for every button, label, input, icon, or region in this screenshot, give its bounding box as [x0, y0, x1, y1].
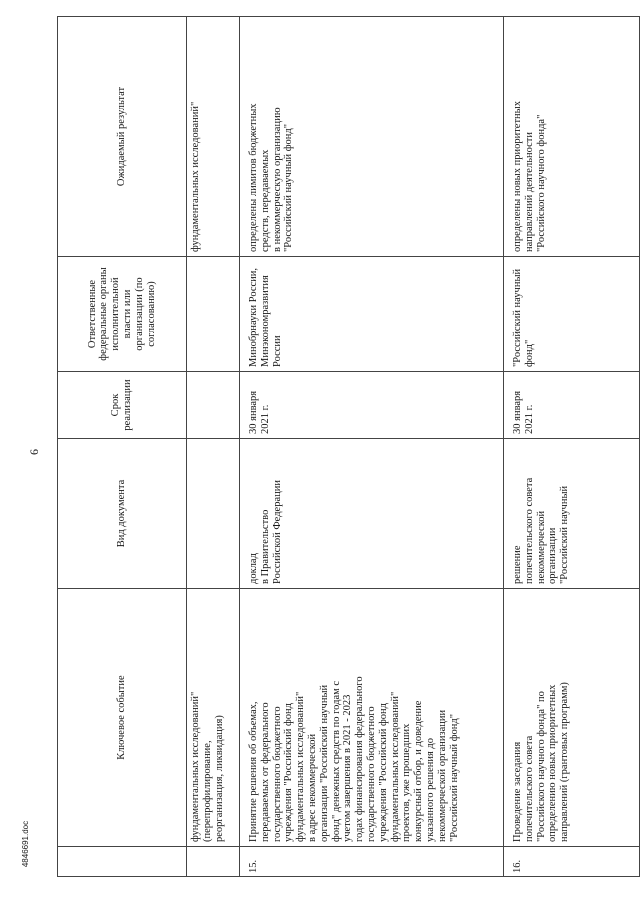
key-event-cell	[240, 589, 504, 847]
expected-result-cell	[240, 17, 504, 257]
plan-table	[57, 16, 640, 877]
cell-text-line: определены новых приоритетных	[512, 101, 523, 252]
table-row	[504, 17, 640, 877]
cell-text-line: направлений (грантовых программ)	[559, 682, 571, 842]
cell-text-line: "Российский научный фонд"	[283, 123, 295, 252]
expected-result-cell	[187, 17, 240, 257]
cell-text-line: некоммерческой	[535, 510, 547, 584]
cell-text-line: средств, передаваемых	[259, 149, 271, 252]
key-event-cell	[504, 589, 640, 847]
cell-text-line: Российской Федерации	[271, 480, 283, 584]
responsible-cell	[504, 257, 640, 372]
cell-text-line: реорганизация, ликвидация)	[213, 715, 225, 842]
cell-text-line: конкурсный отбор, и доведение	[413, 700, 425, 842]
header-document-type: Вид документа	[58, 439, 187, 589]
deadline-cell	[240, 372, 504, 439]
row-number: 16.	[504, 847, 640, 877]
cell-text-line: попечительского совета	[523, 735, 535, 842]
cell-text-line: Минэкономразвития	[259, 275, 271, 367]
table-row	[187, 17, 240, 877]
cell-text-line: фундаментальных исследований"	[190, 101, 201, 252]
cell-text-line: передаваемых от федерального	[259, 702, 271, 842]
cell-text-line: фундаментальных исследований"	[190, 691, 201, 842]
table-header-row	[58, 17, 187, 877]
cell-text-line: годах финансирования федерального	[354, 676, 366, 842]
cell-text-line: "Российский научный	[512, 268, 523, 367]
cell-text-line: "Российского научного фонда"	[535, 114, 547, 252]
cell-text-line: учетом завершения в 2021 - 2023	[342, 694, 354, 842]
cell-text-line: в адрес некоммерческой	[306, 733, 318, 842]
key-event-cell	[187, 589, 240, 847]
footer-document-name: 4846691.doc	[21, 820, 30, 868]
cell-text-line: определены лимитов бюджетных	[248, 103, 259, 252]
cell-text-line: доклад	[248, 553, 259, 584]
cell-text-line: "Российский научный фонд"	[448, 713, 460, 842]
cell-text-line: России	[271, 335, 283, 367]
cell-text-line: "Российский научный	[559, 485, 571, 584]
rotated-table-container	[57, 17, 635, 877]
header-num	[58, 847, 187, 877]
cell-text-line: направлений деятельности	[523, 132, 535, 252]
header-deadline: Срок реализации	[58, 372, 187, 439]
cell-text-line: фонд"	[523, 339, 535, 367]
row-number	[187, 847, 240, 877]
header-responsible: Ответственные федеральные органы исполнительной власти или организации (по согласованию)	[58, 257, 187, 372]
cell-text-line: попечительского совета	[523, 477, 535, 584]
document-type-cell	[240, 439, 504, 589]
table-body	[187, 17, 640, 877]
document-type-cell	[187, 439, 240, 589]
cell-text-line: в некоммерческую организацию	[271, 107, 283, 252]
cell-text-line: решение	[512, 545, 523, 584]
cell-text-line: 2021 г.	[259, 404, 271, 434]
cell-text-line: учреждения "Российский фонд	[377, 703, 389, 842]
cell-text-line: "Российского научного фонда" по	[535, 691, 547, 842]
cell-text-line: фундаментальных исследований"	[295, 691, 307, 842]
cell-text-line: в Правительство	[259, 509, 271, 584]
cell-text-line: государственного бюджетного	[365, 706, 377, 842]
cell-text-line: 2021 г.	[523, 404, 535, 434]
cell-text-line: фонд" денежных средств по годам с	[330, 680, 342, 842]
cell-text-line: учреждения "Российский фонд	[283, 703, 295, 842]
responsible-cell	[187, 257, 240, 372]
row-number: 15.	[240, 847, 504, 877]
header-key-event: Ключевое событие	[58, 589, 187, 847]
cell-text-line: Принятие решения об объемах,	[248, 701, 259, 842]
cell-text-line: Минобрнауки России,	[248, 267, 259, 367]
page-number: 6	[27, 449, 41, 455]
cell-text-line: организации "Российский научный	[318, 684, 330, 842]
cell-text-line: некоммерческой организации	[436, 709, 448, 842]
deadline-cell	[504, 372, 640, 439]
cell-text-line: 30 января	[248, 390, 259, 434]
cell-text-line: определению новых приоритетных	[547, 684, 559, 842]
cell-text-line: государственного бюджетного	[271, 706, 283, 842]
cell-text-line: фундаментальных исследований"	[389, 691, 401, 842]
expected-result-cell	[504, 17, 640, 257]
responsible-cell	[240, 257, 504, 372]
cell-text-line: проектов, уже прошедших	[401, 723, 413, 842]
table-row	[240, 17, 504, 877]
cell-text-line: Проведение заседания	[512, 741, 523, 842]
cell-text-line: организации	[547, 527, 559, 584]
cell-text-line: 30 января	[512, 390, 523, 434]
header-expected-result: Ожидаемый результат	[58, 17, 187, 257]
cell-text-line: указанного решения до	[424, 737, 436, 842]
deadline-cell	[187, 372, 240, 439]
document-type-cell	[504, 439, 640, 589]
cell-text-line: (перепрофилирование,	[201, 740, 213, 842]
